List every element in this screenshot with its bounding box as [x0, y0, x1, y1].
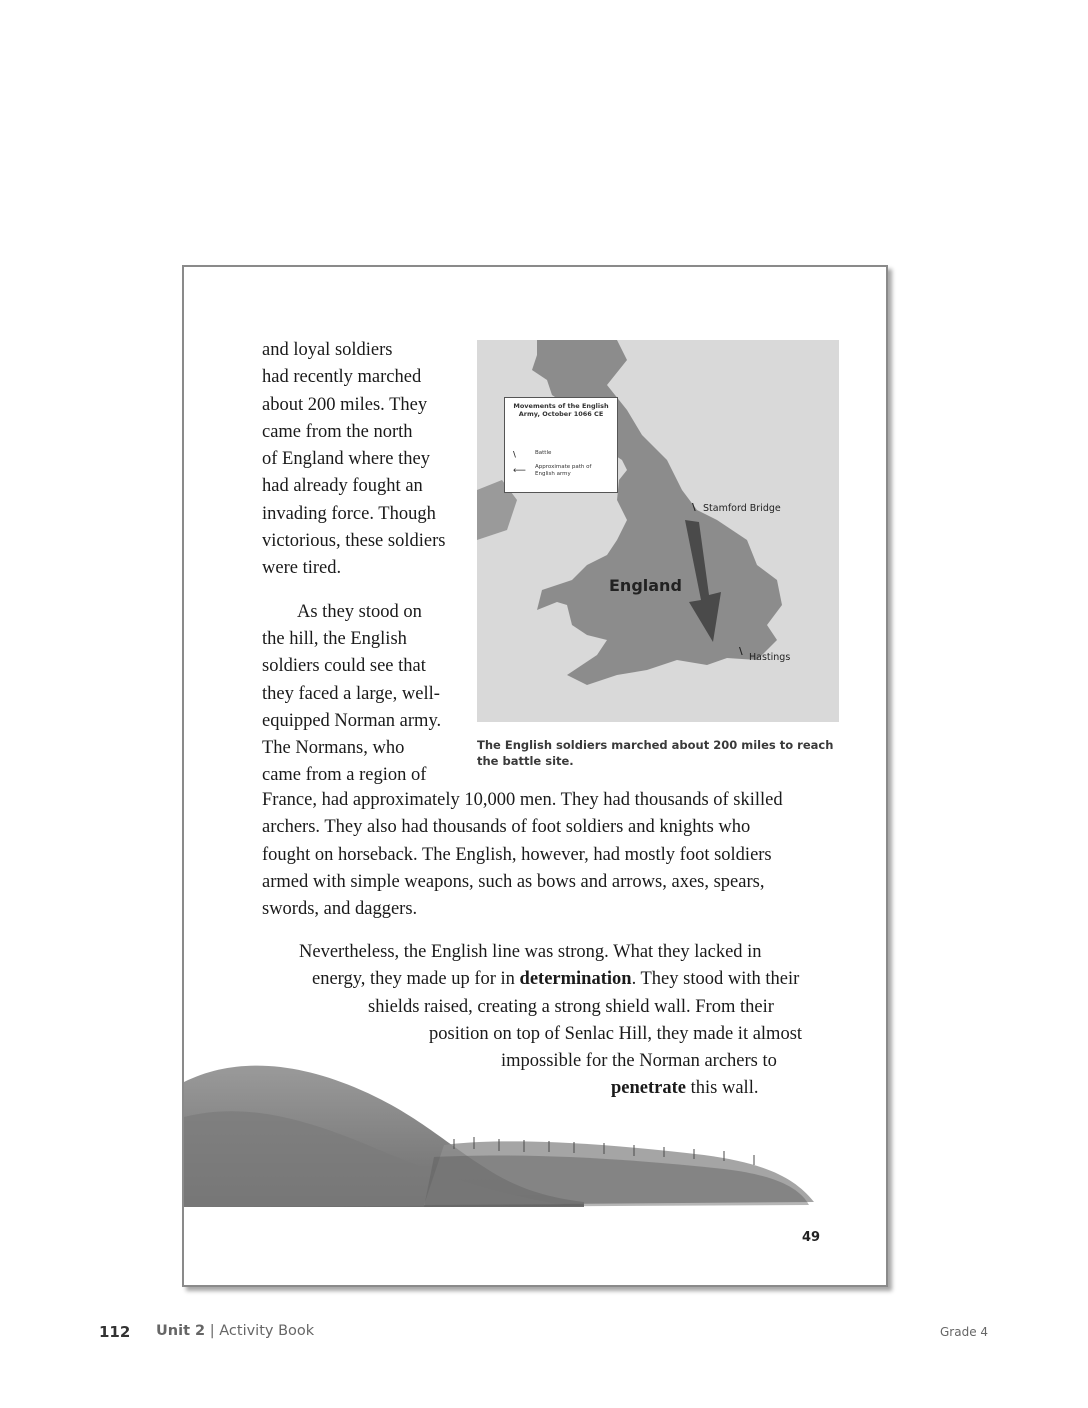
map-caption: The English soldiers marched about 200 miles to reach the battle site. [477, 738, 834, 768]
text-line: armed with simple weapons, such as bows and arrows, axes, spears, [262, 871, 765, 892]
vocab-word-penetrate: penetrate [611, 1078, 686, 1099]
text-fragment: this wall. [686, 1078, 759, 1099]
text-line: came from a region of [262, 765, 427, 786]
footer-book-label: Activity Book [219, 1323, 315, 1339]
text-line: victorious, these soldiers [262, 531, 446, 552]
footer-page-number: 112 [99, 1323, 131, 1341]
wide-paragraph [262, 787, 862, 923]
text-line: had recently marched [262, 367, 422, 388]
text-line: Nevertheless, the English line was strong. What they lacked in [299, 942, 762, 962]
book-page [182, 265, 888, 1287]
text-fragment: . They stood with their [631, 969, 800, 990]
text-line: As they stood on [297, 601, 422, 622]
map-label-england: England [609, 576, 682, 595]
text-line: were tired. [262, 558, 342, 579]
legend-battle-label: Battle [535, 450, 552, 456]
text-line: swords, and daggers. [262, 899, 418, 920]
text-line: shields raised, creating a strong shield wall. From their [368, 996, 774, 1017]
text-line: position on top of Senlac Hill, they made it almost [429, 1023, 803, 1044]
hill-illustration [184, 1057, 886, 1207]
column-text [262, 337, 467, 790]
text-line: The Normans, who [262, 738, 405, 759]
map-legend [504, 397, 618, 493]
text-line: invading force. Though [262, 503, 436, 524]
text-line: and loyal soldiers [262, 340, 393, 360]
text-line [184, 966, 886, 993]
text-fragment: energy, they made up for in [312, 969, 520, 990]
legend-title: Movements of the English Army, October 1066 CE [513, 402, 609, 418]
map-label-stamford-bridge: Stamford Bridge [703, 503, 781, 514]
text-line: about 200 miles. They [262, 394, 428, 415]
footer-separator: | [205, 1323, 220, 1339]
text-line: they faced a large, well- [262, 683, 440, 704]
text-line: France, had approximately 10,000 men. They had thousands of skilled [262, 790, 783, 810]
paragraph-2 [262, 599, 467, 790]
text-line: came from the north [262, 421, 413, 442]
text-line: the hill, the English [262, 628, 407, 649]
text-line: archers. They also had thousands of foot soldiers and knights who [262, 817, 751, 838]
text-line: equipped Norman army. [262, 710, 442, 731]
book-page-number: 49 [802, 1230, 821, 1245]
footer-unit [156, 1323, 314, 1339]
vocab-word-determination: determination [519, 969, 632, 990]
battle-marker-icon: \ [739, 646, 743, 657]
map-label-hastings: Hastings [749, 652, 791, 663]
text-line: fought on horseback. The English, however, had mostly foot soldiers [262, 844, 772, 865]
paragraph-1 [262, 337, 467, 583]
text-line: soldiers could see that [262, 656, 426, 677]
text-line: had already fought an [262, 476, 423, 497]
footer-grade: Grade 4 [940, 1325, 989, 1339]
page-footer [0, 1323, 1088, 1345]
footer-unit-label: Unit 2 [156, 1323, 206, 1339]
text-line: impossible for the Norman archers to [501, 1051, 777, 1072]
legend-path-label: Approximate path of English army [535, 464, 592, 477]
arrow-left-icon: ⟵ [513, 466, 526, 476]
text-line: of England where they [262, 449, 430, 470]
battle-marker-icon: \ [692, 502, 696, 513]
battle-marker-icon: \ [513, 450, 516, 459]
